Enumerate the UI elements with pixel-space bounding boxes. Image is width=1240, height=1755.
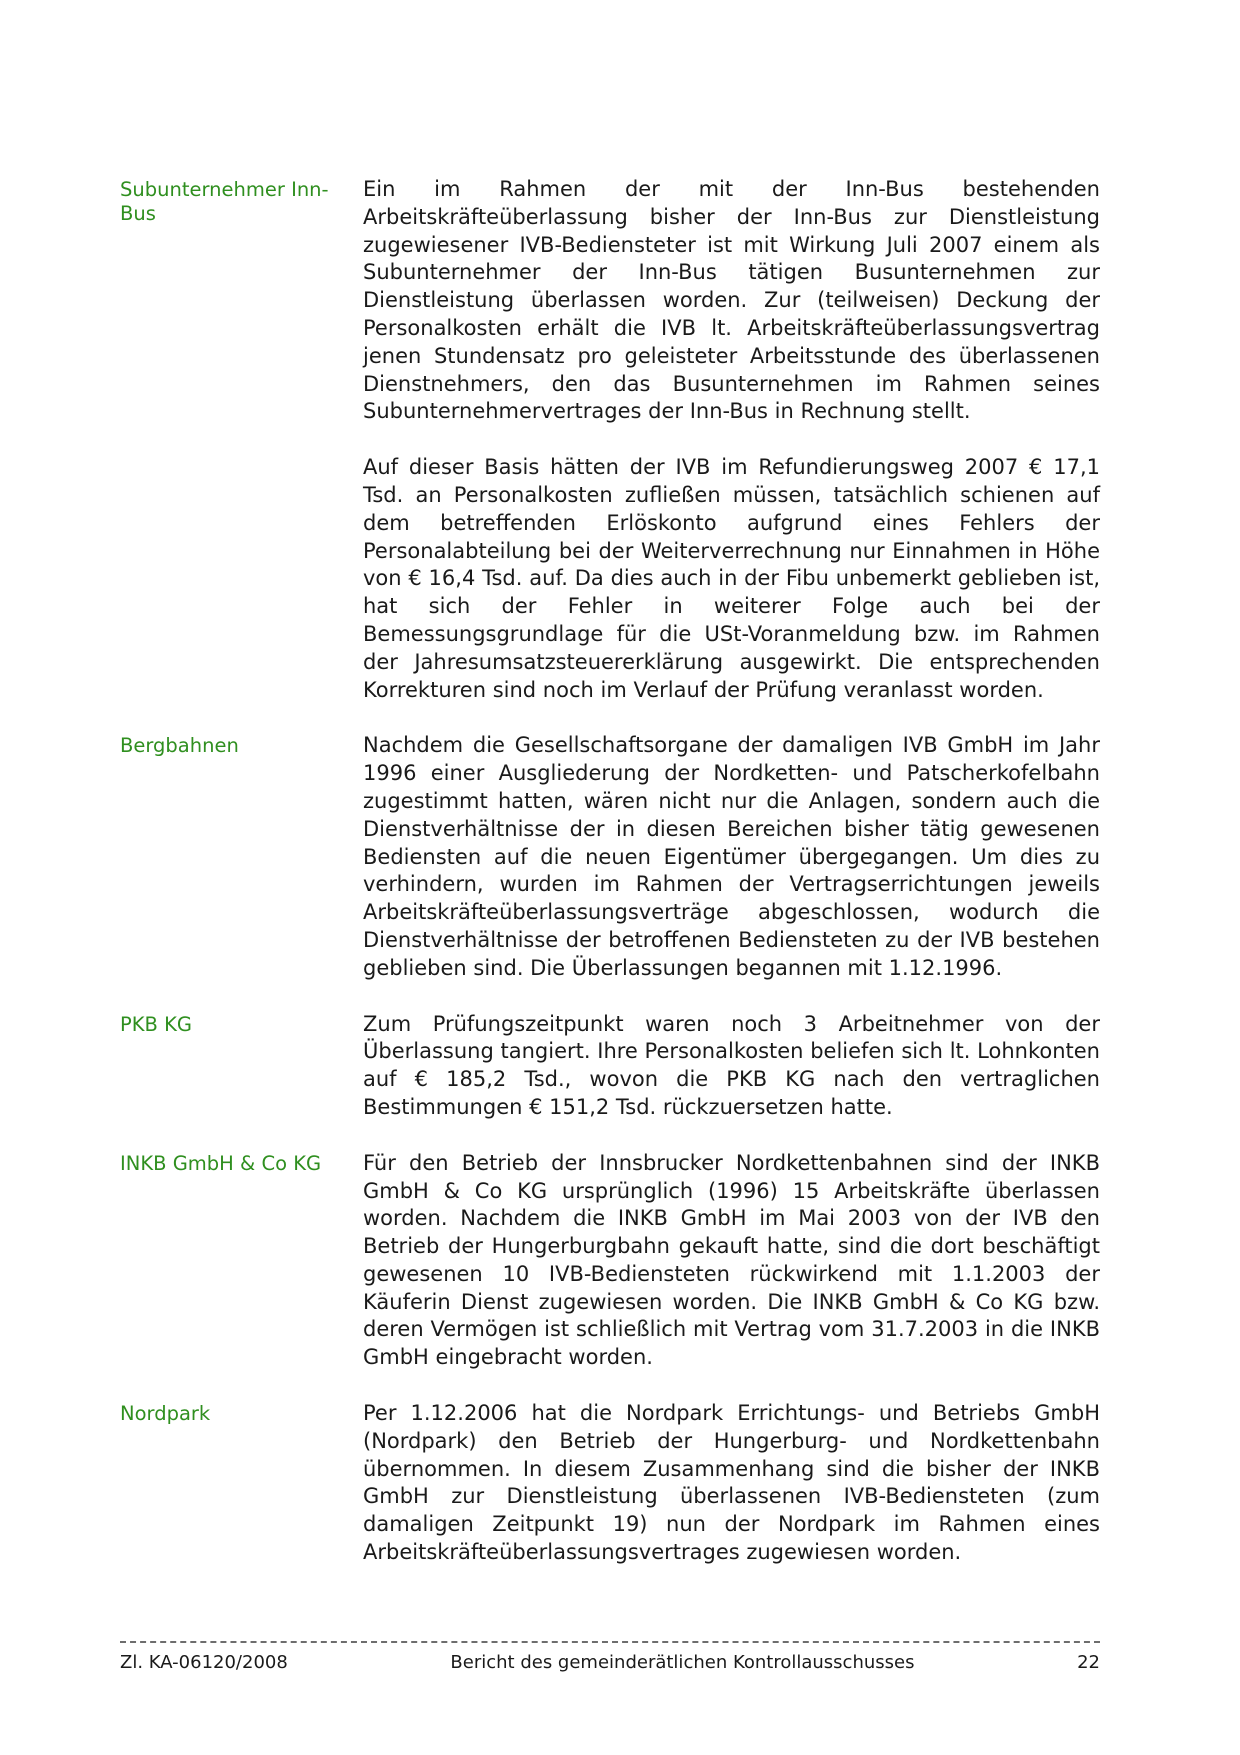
section-body (363, 1011, 1100, 1122)
section-pkb-kg (120, 1011, 1100, 1122)
paragraph: Auf dieser Basis hätten der IVB im Refundierungsweg 2007 € 17,1 Tsd. an Personalkosten zufließen müssen, tatsächlich schienen auf dem betreffenden Erlöskonto aufgrund eines Fehlers der Personalabteilung bei der Weiterverrechnung nur Einnahmen in Höhe von € 16,4 Tsd. auf. Da dies auch in der Fibu unbemerkt geblieben ist, hat sich der Fehler in weiterer Folge auch bei der Bemessungsgrundlage für die USt-Voranmeldung bzw. im Rahmen der Jahresumsatzsteuererklärung ausgewirkt. Die entsprechenden Korrekturen sind noch im Verlauf der Prüfung veranlasst worden. (363, 455, 1100, 702)
margin-label: Subunternehmer Inn-Bus (120, 178, 329, 225)
paragraph: Zum Prüfungszeitpunkt waren noch 3 Arbeitnehmer von der Überlassung tangiert. Ihre Personalkosten beliefen sich lt. Lohnkonten auf € 185,2 Tsd., wovon die PKB KG nach den vertraglichen Bestimmungen € 151,2 Tsd. rückzuersetzen hatte. (363, 1011, 1100, 1119)
page-number: 22 (1077, 1652, 1100, 1673)
footer-reference: Zl. KA-06120/2008 (120, 1652, 288, 1673)
paragraph: Per 1.12.2006 hat die Nordpark Errichtungs- und Betriebs GmbH (Nordpark) den Betrieb der Hungerburg- und Nordkettenbahn übernommen. In diesem Zusammenhang sind die bisher der INKB GmbH zur Dienstleistung überlassenen IVB-Bediensteten (zum damaligen Zeitpunkt 19) nun der Nordpark im Rahmen eines Arbeitskräfteüberlassungsvertrages zugewiesen worden. (363, 1401, 1100, 1565)
margin-label: Nordpark (120, 1402, 211, 1426)
report-content (120, 176, 1100, 1595)
section-body (363, 176, 1100, 704)
section-body (363, 1150, 1100, 1372)
section-bergbahnen (120, 732, 1100, 982)
footer-title: Bericht des gemeinderätlichen Kontrollausschusses (450, 1652, 915, 1673)
paragraph: Für den Betrieb der Innsbrucker Nordkettenbahnen sind der INKB GmbH & Co KG ursprünglich (1996) 15 Arbeitskräfte überlassen worden. Nachdem die INKB GmbH im Mai 2003 von der IVB den Betrieb der Hungerburgbahn gekauft hatte, sind die dort beschäftigt gewesenen 10 IVB-Bediensteten rückwirkend mit 1.1.2003 der Käuferin Dienst zugewiesen worden. Die INKB GmbH & Co KG bzw. deren Vermögen ist schließlich mit Vertrag vom 31.7.2003 in die INKB GmbH eingebracht worden. (363, 1150, 1100, 1370)
section-nordpark (120, 1400, 1100, 1567)
margin-label: Bergbahnen (120, 734, 239, 758)
paragraph: Ein im Rahmen der mit der Inn-Bus bestehenden Arbeitskräfteüberlassung bisher der Inn-Bus zur Dienstleistung zugewiesener IVB-Bediensteter ist mit Wirkung Juli 2007 einem als Subunternehmer der Inn-Bus tätigen Busunternehmen zur Dienstleistung überlassen worden. Zur (teilweisen) Deckung der Personalkosten erhält die IVB lt. Arbeitskräfteüberlassungsvertrag jenen Stundensatz pro geleisteter Arbeitsstunde des überlassenen Dienstnehmers, den das Busunternehmen im Rahmen seines Subunternehmervertrages der Inn-Bus in Rechnung stellt. (363, 177, 1100, 424)
margin-label: INKB GmbH & Co KG (120, 1151, 322, 1175)
section-subunternehmer-inn-bus (120, 176, 1100, 704)
footer-divider (120, 1641, 1100, 1643)
section-body (363, 1400, 1100, 1567)
paragraph: Nachdem die Gesellschaftsorgane der damaligen IVB GmbH im Jahr 1996 einer Ausgliederung der Nordketten- und Patscherkofelbahn zugestimmt hatten, wären nicht nur die Anlagen, sondern auch die Dienstverhältnisse der in diesen Bereichen bisher tätig gewesenen Bediensten auf die neuen Eigentümer übergegangen. Um dies zu verhindern, wurden im Rahmen der Vertragserrichtungen jeweils Arbeitskräfteüberlassungsverträge abgeschlossen, wodurch die Dienstverhältnisse der betroffenen Bediensteten zu der IVB bestehen geblieben sind. Die Überlassungen begannen mit 1.12.1996. (363, 733, 1100, 980)
section-inkb-gmbh-co-kg (120, 1150, 1100, 1372)
page-footer (120, 1652, 1100, 1674)
section-body (363, 732, 1100, 982)
margin-label: PKB KG (120, 1012, 193, 1036)
